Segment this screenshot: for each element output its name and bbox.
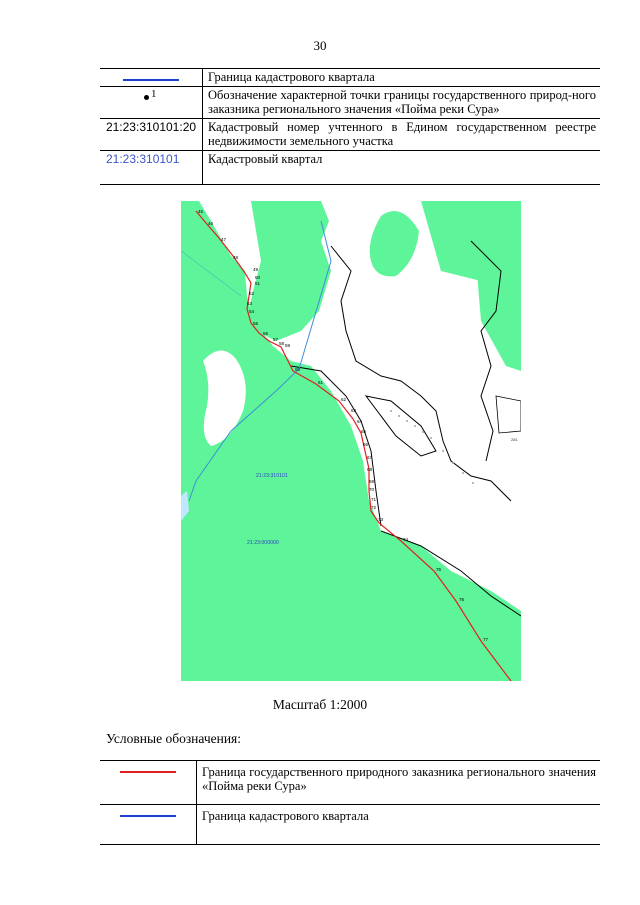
point-label: 59 [285,343,291,348]
point-label: 50 [255,275,261,280]
point-label: 65 [361,429,367,434]
point-label: 72 [371,505,377,510]
legend-desc: Кадастровый квартал [203,151,601,185]
legend-row [100,119,600,151]
point-label: 53 [247,301,253,306]
point-label: 67 [367,455,373,460]
point-label: 68 [367,467,373,472]
point-label: 54 [249,309,255,314]
legend-row [100,87,600,119]
legend-row [100,805,600,845]
legend-symbol-cell: 21:23:310101:20 [100,119,203,151]
point-label: 47 [221,237,227,242]
legend-symbol-cell: 21:23:310101 [100,151,203,185]
point-number: 1 [151,88,157,100]
bottom-legend-table [100,760,600,845]
legend-desc: Обозначение характерной точки границы государственного природ-ного заказника регионального значения «Пойма реки Сура» [203,87,601,119]
point-label: 75 [436,567,442,572]
point-label: 66 [363,442,369,447]
point-label: 64 [357,419,363,424]
cadastral-map [181,201,521,681]
point-label: 61 [318,380,324,385]
point-label: 63 [351,408,357,413]
legend-symbol-cell [100,87,203,119]
legend-symbol-cell [100,761,197,805]
quarter-label: 21:23:310101 [256,473,288,479]
point-label: 52 [249,291,255,296]
legend-desc: Граница кадастрового квартала [197,805,601,845]
point-label: 57 [273,337,279,342]
point-label: 48 [233,255,239,260]
legend-symbol-cell [100,805,197,845]
blue-line-symbol [120,815,176,817]
point-label: 56 [263,331,269,336]
point-label: 55 [253,321,259,326]
legend-row [100,151,600,185]
parcel-label: 281 [511,437,518,442]
legend-desc: Граница кадастрового квартала [203,69,601,87]
point-label: 51 [255,281,261,286]
point-label: 62 [341,397,347,402]
point-label: 49 [253,267,259,272]
point-label: 71 [371,497,377,502]
point-label: 69 [369,479,375,484]
map-scale: Масштаб 1:2000 [272,697,368,712]
legend-symbol-cell [100,69,203,87]
point-label: 70 [369,487,375,492]
point-label: 46 [208,221,214,226]
point-label: 77 [483,637,489,642]
point-label: 76 [459,597,465,602]
legend-desc: Граница государственного природного заказника регионального значения «Пойма реки Сура» [197,761,601,805]
quarter-label: 21:23:000000 [247,540,279,546]
red-line-symbol [120,771,176,773]
legend-desc: Кадастровый номер учтенного в Едином государственном реестре недвижимости земельного участка [203,119,601,151]
legend-row [100,69,600,87]
point-label: 74 [403,537,409,542]
legend-title: Условные обозначения: [106,731,242,746]
point-symbol [141,88,161,102]
point-label: 73 [378,517,384,522]
top-legend-table [100,68,600,185]
point-label: 45 [198,209,204,214]
point-label: 60 [295,367,301,372]
blue-line-symbol [123,79,179,81]
page-number: 30 [313,38,327,53]
legend-row [100,761,600,805]
point-dot-icon [144,95,149,100]
point-label: 58 [279,341,285,346]
